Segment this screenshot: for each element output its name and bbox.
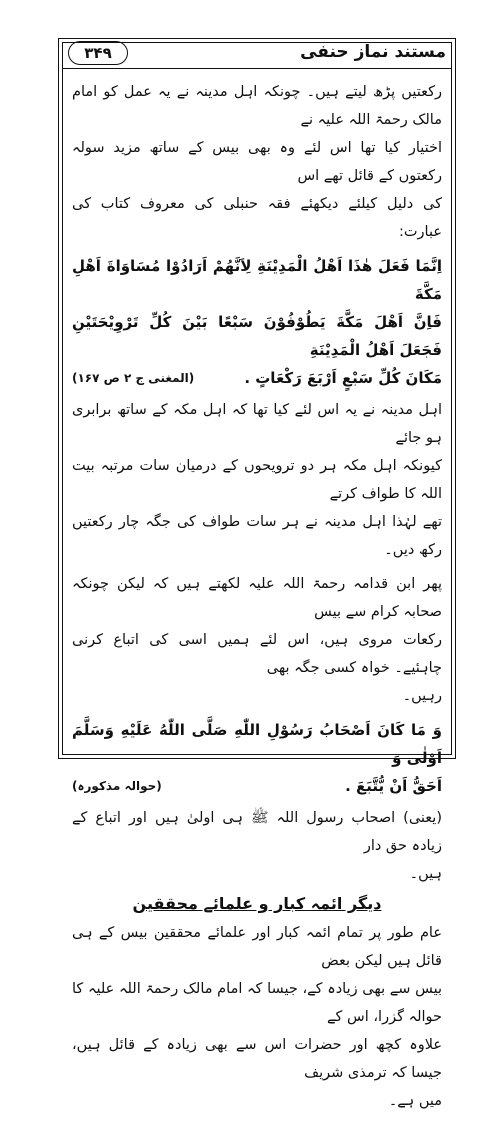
arabic-line: وَ مَا كَانَ اَصْحَابُ رَسُوْلِ اللّٰهِ صَلَّى اللّٰهُ عَلَيْهِ وَسَلَّمَ اَوْلٰى وَ <box>72 721 442 767</box>
paragraph-4 <box>72 804 442 888</box>
text-line: علاوہ کچھ اور حضرات اس سے بھی زیادہ کے قائل ہیں، جیسا کہ ترمذی شریف <box>72 1037 442 1081</box>
text-line: اہل مدینہ نے یہ اس لئے کیا تھا کہ اہل مکہ کے ساتھ برابری ہو جائے <box>72 402 442 446</box>
page-number: ۳۴۹ <box>68 41 128 65</box>
arabic-line: مَكَانَ كُلِّ سَبْعٍ اَرْبَعَ رَكْعَاتٍ . <box>244 369 442 387</box>
arabic-line: اِنَّمَا فَعَلَ هٰذَا اَهْلُ الْمَدِيْنَةِ لِاَنَّهُمْ اَرَادُوْا مُسَاوَاةَ اَهْلِ مَكَّةَ <box>72 257 442 303</box>
book-title: مستند نماز حنفی <box>300 42 446 62</box>
arabic-line: اَحَقُّ اَنْ يُّتَّبَعَ . <box>345 777 442 795</box>
arabic-line-with-ref <box>72 772 442 800</box>
text-line: عام طور پر تمام ائمہ کبار اور علمائے محققین بیس کے ہی قائل ہیں لیکن بعض <box>72 925 442 969</box>
text-line: پھر ابن قدامہ رحمۃ اللہ علیہ لکھتے ہیں کہ لیکن چونکہ صحابہ کرام سے بیس <box>72 576 442 620</box>
arabic-quote-1 <box>72 252 442 392</box>
text-line: کیونکہ اہل مکہ ہر دو ترویحوں کے درمیان سات مرتبہ بیت اللہ کا طواف کرتے <box>72 458 442 502</box>
text-line: اختیار کیا تھا اس لئے وہ بھی بیس کے ساتھ مزید سولہ رکعتوں کے قائل تھے اس <box>72 140 442 184</box>
text-line: میں ہے۔ <box>388 1093 442 1109</box>
text-line: ہیں۔ <box>409 866 442 882</box>
text-line: رہیں۔ <box>402 688 442 704</box>
page-content <box>72 78 442 1121</box>
text-line: رکعتیں پڑھ لیتے ہیں۔ چونکہ اہل مدینہ نے یہ عمل کو امام مالک رحمۃ اللہ علیہ نے <box>72 84 442 128</box>
paragraph-3 <box>72 570 442 710</box>
header-divider <box>62 68 452 69</box>
reference-mughni: (المغنی ج ۲ ص ۱۶۷) <box>72 371 195 385</box>
text-line: رکعات مروی ہیں، اس لئے ہمیں اسی کی اتباع کرنی چاہئیے۔ خواہ کسی جگہ بھی <box>72 632 442 676</box>
paragraph-1 <box>72 78 442 246</box>
arabic-quote-2 <box>72 716 442 800</box>
paragraph-5 <box>72 919 442 1115</box>
text-line: بیس سے بھی زیادہ کے، جیسا کہ امام مالک رحمۃ اللہ علیہ کا حوالہ گزرا، اس کے <box>72 981 442 1025</box>
text-line: کی دلیل کیلئے دیکھئے فقہ حنبلی کی معروف کتاب کی عبارت: <box>72 196 442 240</box>
section-heading: دیگر ائمہ کبار و علمائے محققین <box>132 894 382 913</box>
text-line: تھے لہٰذا اہل مدینہ نے ہر سات طواف کی جگہ چار رکعتیں رکھ دیں۔ <box>72 514 442 558</box>
arabic-line-with-ref <box>72 364 442 392</box>
paragraph-2 <box>72 396 442 564</box>
text-line: (یعنی) اصحاب رسول اللہ ﷺ ہی اولیٰ ہیں اور اتباع کے زیادہ حق دار <box>72 810 442 854</box>
reference-mentioned: (حوالہ مذکورہ) <box>72 779 162 793</box>
arabic-line: فَاِنَّ اَهْلَ مَكَّةَ يَطُوْفُوْنَ سَبْعًا بَيْنَ كُلِّ تَرْوِيْحَتَيْنِ فَجَعَلَ اَهْلُ الْمَدِيْنَةِ <box>72 313 442 359</box>
page-header <box>58 38 456 70</box>
